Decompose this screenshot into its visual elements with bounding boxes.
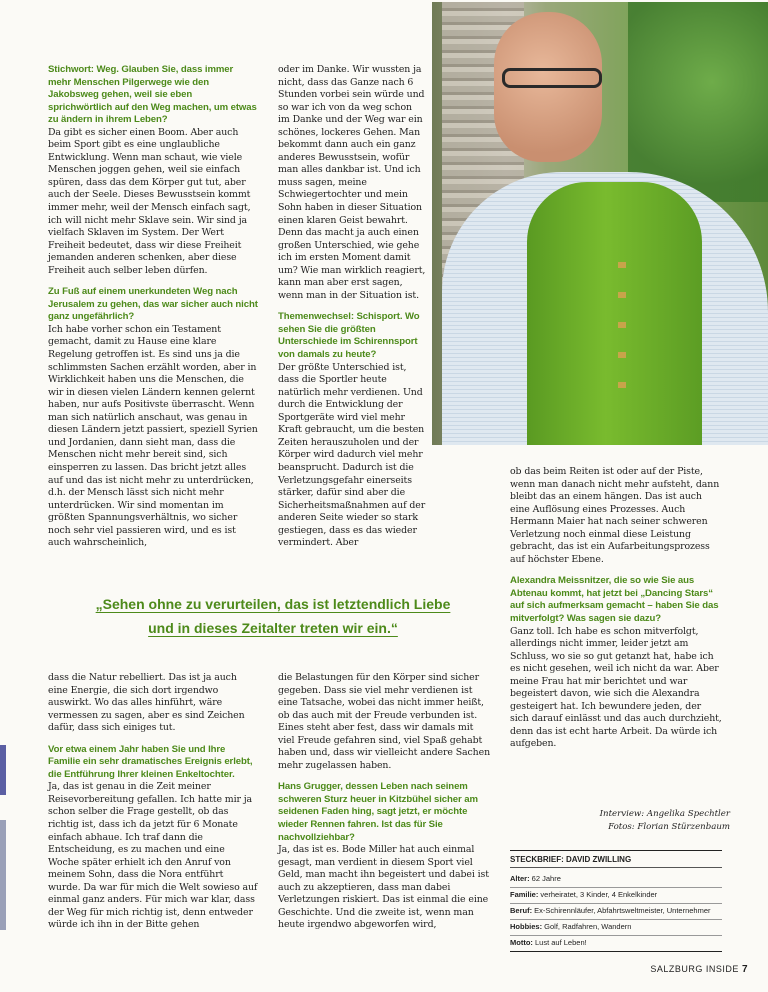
interview-question: Vor etwa einem Jahr haben Sie und Ihre Familie ein sehr dramatisches Ereignis erlebt, die Entführung Ihrer kleinen Enkeltochter. [48,743,253,780]
profile-value: Lust auf Leben! [532,938,587,947]
interview-question: Stichwort: Weg. Glauben Sie, dass immer mehr Menschen Pilgerwege wie den Jakobsweg gehen, weil sie eben sprichwörtlich auf den Weg machen, um etwas zu ändern in ihrem Leben? [48,64,257,126]
interview-answer: Ja, das ist genau in die Zeit meiner Reisevorbereitung gefallen. Ich hatte mir ja schon selber die Frage gestellt, ob das richtig ist, dass ich da jetzt für 6 Monate einfach abhaue. Ich traf dann die Entscheidung, es zu machen und eine Woche später erhielt ich den Anruf von meinem Sohn, dass die Nora entführt wurde. Da war für mich die Welt sowieso auf einmal ganz anders. Für mich war klar, dass der Weg für mich richtig ist, denn entweder würde ich ihn in der Bitte gehen [48,781,258,931]
vest-buttons [618,262,626,412]
profile-value: verheiratet, 3 Kinder, 4 Enkelkinder [538,890,658,899]
profile-label: Beruf: [510,906,533,915]
glasses-shape [502,68,602,88]
foliage-shape [628,2,768,202]
paragraph-gap [278,302,426,311]
interview-question: Alexandra Meissnitzer, die so wie Sie aus Abtenau kommt, hat jetzt bei „Dancing Stars“ auf sich aufmerksam gemacht – haben Sie das mitverfolgt? Was sagen sie dazu? [510,575,719,625]
interview-answer: oder im Danke. Wir wussten ja nicht, dass das Ganze nach 6 Stunden vorbei sein würde und so war ich von da weg schon im Danke und der Weg war ein schönes, lockeres Gehen. Man bekommt dann auch ein ganz anderes Bewusstsein, wofür man alles dankbar ist. Und ich muss sagen, meine Schwiegertochter und mein Sohn haben in dieser Situation einen klaren Geist bewahrt. Denn das macht ja auch einen großen Unterschied, wie gehe ich im ersten Moment damit um? Wie man wirklich reagiert, kann man aber erst sagen, wenn man in der Situation ist. [278,64,426,301]
interview-answer: Da gibt es sicher einen Boom. Aber auch beim Sport gibt es eine unglaubliche Entwicklung. Wenn man schaut, wie viele Menschen joggen gehen, weil sie einfach spüren, dass das dem Körper gut tut, aber auch der Seele. Dieses Bewusstsein kommt immer mehr, weil der Mensch einfach sagt, ich will nicht mehr Sklave sein. Wir sind ja vielfach Sklaven im System. Der Wert Freiheit bedeutet, dass wir diese Freiheit jemanden anderen schenken, aber diese Freiheit auch selber leben dürfen. [48,126,251,276]
profile-value: Golf, Radfahren, Wandern [542,922,632,931]
page-number: 7 [741,964,748,975]
pull-quote [48,592,498,640]
column-2-bottom [278,672,490,932]
paragraph-gap [48,277,258,286]
interview-question: Hans Grugger, dessen Leben nach seinem schweren Sturz heuer in Kitzbühel sicher am seidenen Faden hing, sagt jetzt, er möchte wieder Rennen fahren. Ist das für Sie nachvollziehbar? [278,781,478,843]
interview-answer: Ganz toll. Ich habe es schon mitverfolgt, allerdings nicht immer, leider jetzt am Schluss, wo sie so gut getanzt hat, habe ich es nicht gesehen, weil ich nicht da war. Aber meine Frau hat mir berichtet und war begeistert davon, wie sich die Alexandra gesteigert hat. Ich bewundere jeden, der sich darauf einlässt und das auch durchzieht, denn das ist echt harte Arbeit. Da würde ich aufgeben. [510,625,722,750]
profile-row [510,888,722,904]
interview-answer: die Belastungen für den Körper sind sicher gegeben. Dass sie viel mehr verdienen ist eine Tatsache, wobei das nicht immer heißt, ob das auch mit der Freude verbunden ist. Eines steht aber fest, dass wir damals mit viel Freude gefahren sind, viel Spaß gehabt haben und, dass wir vielleicht andere Sachen mehr zugelassen haben. [278,672,491,771]
profile-box-rows [510,872,722,952]
profile-label: Alter: [510,874,530,883]
profile-row [510,936,722,952]
column-1-bottom [48,672,258,932]
magazine-name: SALZBURG INSIDE [650,964,739,974]
photo-credit: Fotos: Florian Stürzenbaum [608,822,730,832]
credits [540,808,730,834]
profile-row [510,904,722,920]
profile-value: 62 Jahre [529,874,561,883]
interview-answer: Der größte Unterschied ist, dass die Sportler heute natürlich mehr verdienen. Und durch die Entwicklung der Sportgeräte wird viel mehr Kraft gebraucht, um die besten Zeiten herauszuholen und der Körper wird dadurch viel mehr beansprucht. Dadurch ist die Verletzungsgefahr einerseits stärker, dafür sind aber die Sicherheitsmaßnahmen auf der anderen Seite wieder so stark gestiegen, dass es das wieder vermindert. Aber [278,361,426,549]
column-3-top [510,466,722,751]
profile-row [510,872,722,888]
profile-box [510,850,722,952]
interview-answer: Ich habe vorher schon ein Testament gemacht, damit zu Hause eine klare Regelung getroffen ist. Es sind uns ja die schlimmsten Sachen erzählt worden, aber in Wirklichkeit haben uns die Menschen, die wir in diesen vielen Ländern kennen gelernt haben, nur aufs Positivste überrascht. Wenn man sich natürlich anschaut, was genau in diesen Ländern jetzt passiert, speziell Syrien und Jordanien, dann sieht man, dass die Menschen nicht mehr bereit sind, sich einsperren zu lassen. Das bricht jetzt alles auf und das ist nicht mehr zu unterdrücken, d.h. der Mensch lässt sich nicht mehr unterdrücken. Wir sind momentan im größten Spannungsverhältnis, wo sicher noch sehr viel passieren wird, und es ist auch wahrscheinlich, [48,323,258,549]
portrait-photo [432,2,768,445]
profile-label: Motto: [510,938,533,947]
interview-question: Zu Fuß auf einem unerkundeten Weg nach Jerusalem zu gehen, das war sicher auch nicht ganz ungefährlich? [48,286,258,323]
pull-quote-line-2: und in dieses Zeitalter treten wir ein.“ [148,620,398,636]
page-edge-mark [0,820,6,930]
page-footer [650,964,748,975]
paragraph-gap [510,566,722,575]
profile-row [510,920,722,936]
profile-value: Ex-Schirennläufer, Abfahrtsweltmeister, Unternehmer [532,906,711,915]
green-vest-shape [527,182,702,445]
column-1-top [48,64,258,550]
paragraph-gap [48,735,258,744]
interview-question: Themenwechsel: Schisport. Wo sehen Sie die größten Unterschiede im Schirennsport von damals zu heute? [278,311,420,361]
page-edge-mark [0,745,6,795]
column-2-top [278,64,426,550]
interview-answer: ob das beim Reiten ist oder auf der Piste, wenn man danach nicht mehr aufsteht, dann bleibt das an einem hängen. Das ist auch eine Auflösung eines Prozesses. Auch Hermann Maier hat nach seiner schweren Verletzung noch einmal diese Leistung gebracht, das ist ein Aufarbeitungsprozess auf höchster Ebene. [510,466,720,565]
interview-answer: Ja, das ist es. Bode Miller hat auch einmal gesagt, man verdient in diesem Sport viel Geld, man macht ihn begeistert und dabei ist auch zu akzeptieren, dass man dabei Verletzungen riskiert. Das ist einmal die eine Geschichte. Und die zweite ist, wenn man heute irgendwo abgeworfen wird, [278,844,489,931]
pull-quote-line-1: „Sehen ohne zu verurteilen, das ist letztendlich Liebe [95,596,451,612]
profile-box-title: STECKBRIEF: DAVID ZWILLING [510,850,722,868]
profile-label: Familie: [510,890,539,899]
interview-answer: dass die Natur rebelliert. Das ist ja auch eine Energie, die sich dort irgendwo auswirkt. Wo das alles hinführt, wäre vermessen zu sagen, aber es sind Zeichen dafür, dass sich einiges tut. [48,672,245,734]
profile-label: Hobbies: [510,922,543,931]
paragraph-gap [278,772,490,781]
interview-credit: Interview: Angelika Spechtler [599,809,730,819]
